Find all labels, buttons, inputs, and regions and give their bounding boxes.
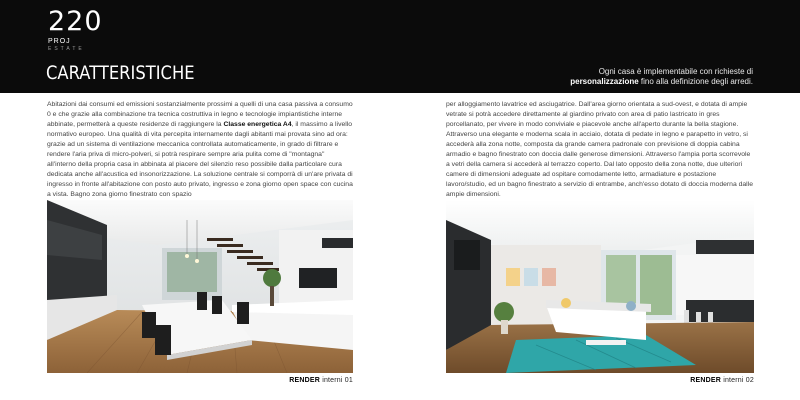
caption-01-rest: interni 01 <box>320 377 353 384</box>
energy-class-highlight: Classe energetica A4 <box>223 121 292 128</box>
left-text-column <box>47 100 354 200</box>
logo[interactable] <box>48 8 103 53</box>
render-image-02[interactable] <box>446 200 754 373</box>
left-text-part2: , il massimo a livello normativo europeo. Una qualità di vita percepita internamente dagli abitanti mai provata sino ad ora: grazie ad un sistema di ventilazione meccanica controllata automaticamente, in grado di filtrare e rendere l'aria priva di micro-polveri, si potrà respirare sempre aria pulita come di "montagna" all'interno della propria casa in abbinata al piacere del silenzio reso possibile dalla particolare cura dedicata anche all'acustica ed insonorizzazione. La soluzione centrale si comporrà di un'are privata di ingresso in fronte all'abitazione con posto auto privato, ingresso e zona giorno open space con cucina a vista. Bagno zona giorno finestrato con spazio <box>47 121 353 198</box>
caption-render-01 <box>289 377 353 384</box>
caption-02-bold: RENDER <box>690 377 722 384</box>
logo-line-proj: PROJ <box>48 38 71 45</box>
logo-number: 220 <box>48 6 103 37</box>
left-text-part1: Abitazioni dai consumi ed emissioni sostanzialmente prossimi a quelli di una casa passiva a consumo 0 e che grazie alla combinazione tra tecnica costruttiva in legno e tecnologie impiantistiche interne abbinate, permetterà a queste residenze di raggiungere la <box>47 101 353 128</box>
header-bar <box>0 0 800 93</box>
page-title: CARATTERISTICHE <box>46 62 195 84</box>
header-note-line2: fino alla definizione degli arredi. <box>638 77 753 86</box>
render-01-illustration <box>47 200 353 373</box>
caption-02-rest: interni 02 <box>721 377 754 384</box>
render-image-01[interactable] <box>47 200 353 373</box>
header-note-line1: Ogni casa è implementabile con richieste di <box>598 67 753 76</box>
header-note-bold: personalizzazione <box>570 77 639 86</box>
header-note <box>493 67 753 87</box>
render-02-illustration <box>446 200 754 373</box>
caption-01-bold: RENDER <box>289 377 321 384</box>
logo-line-estate: ESTATE <box>48 46 85 52</box>
right-text-column: per alloggiamento lavatrice ed asciugatrice. Dall'area giorno orientata a sud-ovest, e dotata di ampie vetrate si potrà accedere direttamente al giardino privato con area di patio lastricato in gres porcellanato, per vivere in modo conviviale e piacevole anche all'aperto durante la bella stagione. Attraverso una elegante e moderna scala in acciaio, dotata di pedate in legno e parapetto in vetro, si accederà alla zona notte, composta da grande camera padronale con previsione di doppia cabina armadio e bagno finestrato con doccia dalle generose dimensioni. Attraverso l'ampia porta scorrevole a vetri della camera si accederà al terrazzo coperto. Dal lato opposto della zona notte, due ulteriori camere di dimensioni adeguate ad ospitare comodamente letto, armadiature e postazione lavoro/studio, ed un bagno finestrato a servizio di entrambe, anch'esso dotato di doccia moderna dalle ampie dimensioni. <box>446 101 753 198</box>
caption-render-02 <box>690 377 754 384</box>
